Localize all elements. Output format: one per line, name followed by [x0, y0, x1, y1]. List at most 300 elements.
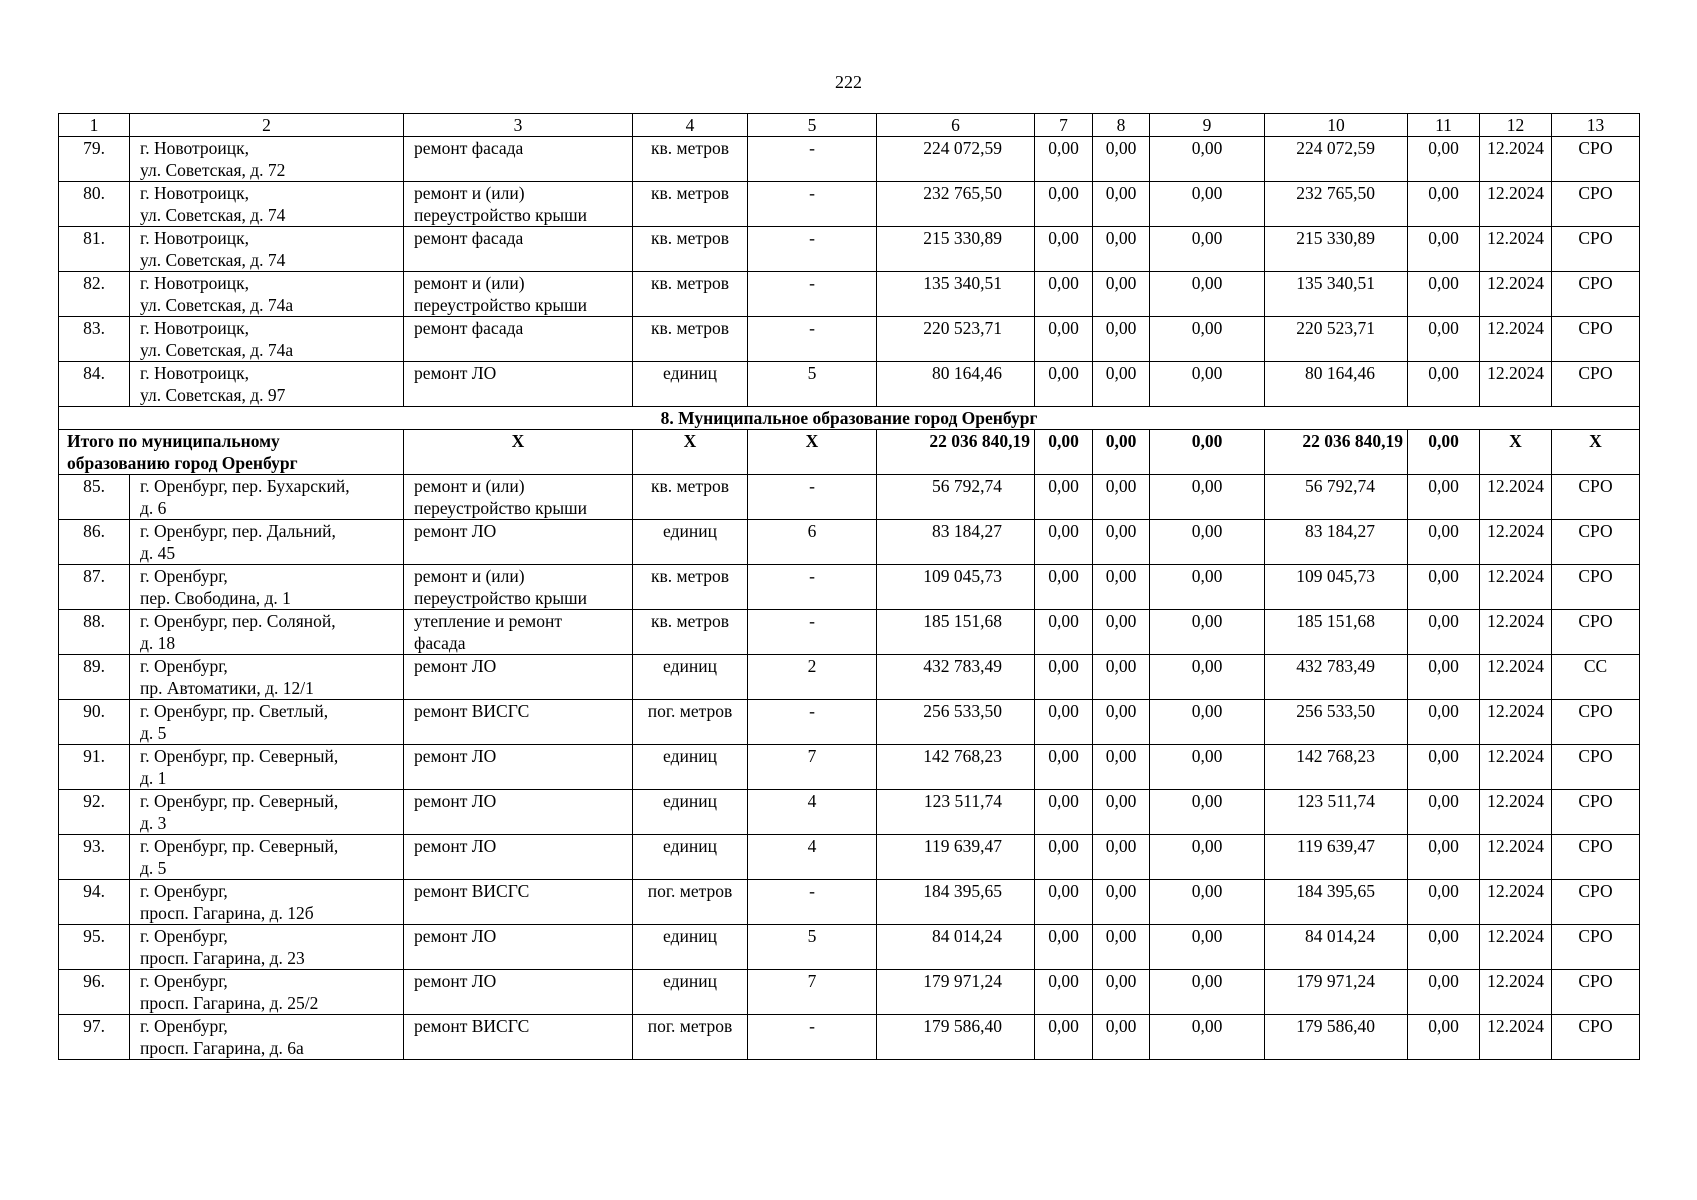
table-header [59, 114, 1640, 137]
col7-cell: 0,00 [1035, 272, 1093, 317]
col7-cell: 0,00 [1035, 745, 1093, 790]
cost-total-cell: 179 586,40 [877, 1015, 1035, 1060]
address-cell [130, 880, 404, 925]
work-type-line1: ремонт ЛО [414, 836, 497, 856]
work-type-line2: переустройство крыши [414, 295, 587, 315]
address-line2: просп. Гагарина, д. 23 [140, 948, 305, 968]
cost-total-cell: 184 395,65 [877, 880, 1035, 925]
address-cell [130, 925, 404, 970]
col8-cell: 0,00 [1093, 182, 1150, 227]
column-header-6: 6 [877, 114, 1035, 137]
method-cell: СРО [1552, 475, 1640, 520]
table-row [59, 137, 1640, 182]
cost-total-cell: 215 330,89 [877, 227, 1035, 272]
col10-cell: 80 164,46 [1265, 362, 1408, 407]
col7-cell: 0,00 [1035, 317, 1093, 362]
column-header-4: 4 [633, 114, 748, 137]
col10-cell: 56 792,74 [1265, 475, 1408, 520]
work-type-line1: ремонт ЛО [414, 656, 497, 676]
table-row [59, 700, 1640, 745]
deadline-cell: 12.2024 [1480, 565, 1552, 610]
work-type-cell [404, 565, 633, 610]
deadline-cell: 12.2024 [1480, 137, 1552, 182]
row-number: 91. [59, 745, 130, 790]
method-cell: СРО [1552, 137, 1640, 182]
address-line2: просп. Гагарина, д. 6а [140, 1038, 304, 1058]
work-type-cell [404, 1015, 633, 1060]
work-type-line1: ремонт ЛО [414, 521, 497, 541]
col8-cell: 0,00 [1093, 227, 1150, 272]
address-line2: д. 1 [140, 768, 167, 788]
col10-cell: 123 511,74 [1265, 790, 1408, 835]
address-line1: г. Новотроицк, [140, 363, 249, 383]
col10-cell: 432 783,49 [1265, 655, 1408, 700]
deadline-cell: 12.2024 [1480, 925, 1552, 970]
col10-cell: 135 340,51 [1265, 272, 1408, 317]
work-type-line1: ремонт фасада [414, 228, 524, 248]
table-row [59, 880, 1640, 925]
table-row [59, 182, 1640, 227]
col11-cell: 0,00 [1408, 317, 1480, 362]
column-header-1: 1 [59, 114, 130, 137]
work-type-line1: ремонт и (или) [414, 476, 525, 496]
col8-cell: 0,00 [1093, 790, 1150, 835]
col8-cell: 0,00 [1093, 880, 1150, 925]
unit-cell: единиц [633, 925, 748, 970]
col8-cell: 0,00 [1093, 362, 1150, 407]
col9-cell: 0,00 [1150, 362, 1265, 407]
address-cell [130, 970, 404, 1015]
method-cell: СРО [1552, 880, 1640, 925]
col7-cell: 0,00 [1035, 565, 1093, 610]
work-type-cell [404, 362, 633, 407]
address-cell [130, 317, 404, 362]
quantity-cell: 2 [748, 655, 877, 700]
column-header-9: 9 [1150, 114, 1265, 137]
address-line2: ул. Советская, д. 72 [140, 160, 286, 180]
cost-total-cell: 185 151,68 [877, 610, 1035, 655]
col10-cell: 179 586,40 [1265, 1015, 1408, 1060]
unit-cell: пог. метров [633, 880, 748, 925]
work-type-cell [404, 700, 633, 745]
table-row [59, 317, 1640, 362]
work-type-line1: ремонт ВИСГС [414, 701, 530, 721]
address-line1: г. Оренбург, [140, 656, 228, 676]
method-cell: СРО [1552, 227, 1640, 272]
section-title: 8. Муниципальное образование город Оренбург [59, 407, 1640, 430]
row-number: 96. [59, 970, 130, 1015]
work-type-cell [404, 835, 633, 880]
address-cell [130, 137, 404, 182]
col7-cell: 0,00 [1035, 227, 1093, 272]
total-col3: Х [404, 430, 633, 475]
col8-cell: 0,00 [1093, 700, 1150, 745]
work-type-cell [404, 925, 633, 970]
col10-cell: 84 014,24 [1265, 925, 1408, 970]
deadline-cell: 12.2024 [1480, 362, 1552, 407]
col9-cell: 0,00 [1150, 610, 1265, 655]
table-row [59, 610, 1640, 655]
work-type-cell [404, 272, 633, 317]
col7-cell: 0,00 [1035, 475, 1093, 520]
col8-cell: 0,00 [1093, 317, 1150, 362]
row-number: 90. [59, 700, 130, 745]
col11-cell: 0,00 [1408, 565, 1480, 610]
method-cell: СРО [1552, 1015, 1640, 1060]
deadline-cell: 12.2024 [1480, 745, 1552, 790]
total-col5: Х [748, 430, 877, 475]
col10-cell: 184 395,65 [1265, 880, 1408, 925]
work-type-line1: ремонт ВИСГС [414, 1016, 530, 1036]
address-line2: просп. Гагарина, д. 12б [140, 903, 314, 923]
address-cell [130, 475, 404, 520]
method-cell: СРО [1552, 835, 1640, 880]
total-col12: Х [1480, 430, 1552, 475]
total-label-line1: Итого по муниципальному [67, 431, 280, 451]
deadline-cell: 12.2024 [1480, 790, 1552, 835]
row-number: 87. [59, 565, 130, 610]
table-body-orenburg [59, 475, 1640, 1060]
col7-cell: 0,00 [1035, 655, 1093, 700]
quantity-cell: - [748, 182, 877, 227]
cost-total-cell: 220 523,71 [877, 317, 1035, 362]
address-line1: г. Оренбург, [140, 566, 228, 586]
address-line2: пр. Автоматики, д. 12/1 [140, 678, 314, 698]
table-row [59, 790, 1640, 835]
col9-cell: 0,00 [1150, 317, 1265, 362]
unit-cell: кв. метров [633, 182, 748, 227]
cost-total-cell: 80 164,46 [877, 362, 1035, 407]
table-row [59, 227, 1640, 272]
row-number: 83. [59, 317, 130, 362]
work-type-cell [404, 475, 633, 520]
col7-cell: 0,00 [1035, 520, 1093, 565]
work-type-cell [404, 137, 633, 182]
address-line1: г. Новотроицк, [140, 183, 249, 203]
deadline-cell: 12.2024 [1480, 880, 1552, 925]
address-line1: г. Оренбург, пер. Дальний, [140, 521, 336, 541]
row-number: 81. [59, 227, 130, 272]
total-col13: Х [1552, 430, 1640, 475]
work-type-line1: ремонт фасада [414, 318, 524, 338]
quantity-cell: - [748, 610, 877, 655]
work-type-cell [404, 655, 633, 700]
col8-cell: 0,00 [1093, 835, 1150, 880]
work-type-cell [404, 182, 633, 227]
work-type-line1: ремонт ЛО [414, 363, 497, 383]
col11-cell: 0,00 [1408, 272, 1480, 317]
column-header-11: 11 [1408, 114, 1480, 137]
unit-cell: кв. метров [633, 610, 748, 655]
unit-cell: единиц [633, 362, 748, 407]
col8-cell: 0,00 [1093, 272, 1150, 317]
col8-cell: 0,00 [1093, 565, 1150, 610]
quantity-cell: - [748, 880, 877, 925]
col9-cell: 0,00 [1150, 700, 1265, 745]
address-line2: д. 45 [140, 543, 176, 563]
method-cell: СРО [1552, 317, 1640, 362]
work-type-line1: ремонт и (или) [414, 273, 525, 293]
quantity-cell: - [748, 700, 877, 745]
quantity-cell: - [748, 227, 877, 272]
col7-cell: 0,00 [1035, 925, 1093, 970]
column-header-2: 2 [130, 114, 404, 137]
table-row [59, 745, 1640, 790]
unit-cell: единиц [633, 970, 748, 1015]
col9-cell: 0,00 [1150, 880, 1265, 925]
col11-cell: 0,00 [1408, 1015, 1480, 1060]
work-type-cell [404, 317, 633, 362]
address-line2: ул. Советская, д. 74а [140, 340, 294, 360]
row-number: 85. [59, 475, 130, 520]
address-line1: г. Оренбург, [140, 1016, 228, 1036]
work-type-cell [404, 880, 633, 925]
col11-cell: 0,00 [1408, 362, 1480, 407]
row-number: 80. [59, 182, 130, 227]
method-cell: СРО [1552, 565, 1640, 610]
unit-cell: единиц [633, 790, 748, 835]
cost-total-cell: 109 045,73 [877, 565, 1035, 610]
total-col7: 0,00 [1035, 430, 1093, 475]
address-line1: г. Оренбург, пр. Северный, [140, 746, 339, 766]
col9-cell: 0,00 [1150, 835, 1265, 880]
total-col4: Х [633, 430, 748, 475]
col7-cell: 0,00 [1035, 1015, 1093, 1060]
address-line1: г. Оренбург, пр. Светлый, [140, 701, 329, 721]
work-type-cell [404, 610, 633, 655]
column-header-5: 5 [748, 114, 877, 137]
deadline-cell: 12.2024 [1480, 610, 1552, 655]
col11-cell: 0,00 [1408, 745, 1480, 790]
deadline-cell: 12.2024 [1480, 520, 1552, 565]
column-header-7: 7 [1035, 114, 1093, 137]
row-number: 79. [59, 137, 130, 182]
total-col8: 0,00 [1093, 430, 1150, 475]
address-line2: просп. Гагарина, д. 25/2 [140, 993, 319, 1013]
col10-cell: 185 151,68 [1265, 610, 1408, 655]
table-row [59, 655, 1640, 700]
page-number: 222 [835, 72, 862, 92]
address-line2: пер. Свободина, д. 1 [140, 588, 291, 608]
table-row [59, 1015, 1640, 1060]
work-type-line2: переустройство крыши [414, 498, 587, 518]
address-line2: д. 18 [140, 633, 176, 653]
total-col10: 22 036 840,19 [1265, 430, 1408, 475]
quantity-cell: - [748, 272, 877, 317]
deadline-cell: 12.2024 [1480, 655, 1552, 700]
col9-cell: 0,00 [1150, 925, 1265, 970]
address-cell [130, 745, 404, 790]
col11-cell: 0,00 [1408, 182, 1480, 227]
row-number: 94. [59, 880, 130, 925]
col8-cell: 0,00 [1093, 520, 1150, 565]
quantity-cell: 6 [748, 520, 877, 565]
address-line2: ул. Советская, д. 74 [140, 205, 286, 225]
cost-total-cell: 84 014,24 [877, 925, 1035, 970]
deadline-cell: 12.2024 [1480, 182, 1552, 227]
col9-cell: 0,00 [1150, 1015, 1265, 1060]
unit-cell: пог. метров [633, 700, 748, 745]
unit-cell: кв. метров [633, 137, 748, 182]
cost-total-cell: 56 792,74 [877, 475, 1035, 520]
address-line1: г. Оренбург, пр. Северный, [140, 791, 339, 811]
work-type-line2: фасада [414, 633, 466, 653]
col9-cell: 0,00 [1150, 655, 1265, 700]
quantity-cell: - [748, 317, 877, 362]
work-type-cell [404, 790, 633, 835]
col10-cell: 256 533,50 [1265, 700, 1408, 745]
col11-cell: 0,00 [1408, 835, 1480, 880]
unit-cell: кв. метров [633, 475, 748, 520]
col7-cell: 0,00 [1035, 362, 1093, 407]
col8-cell: 0,00 [1093, 970, 1150, 1015]
col8-cell: 0,00 [1093, 475, 1150, 520]
work-type-line1: ремонт фасада [414, 138, 524, 158]
col7-cell: 0,00 [1035, 880, 1093, 925]
cost-total-cell: 179 971,24 [877, 970, 1035, 1015]
work-type-line1: утепление и ремонт [414, 611, 562, 631]
col10-cell: 142 768,23 [1265, 745, 1408, 790]
cost-total-cell: 123 511,74 [877, 790, 1035, 835]
table-row [59, 272, 1640, 317]
total-col9: 0,00 [1150, 430, 1265, 475]
col9-cell: 0,00 [1150, 565, 1265, 610]
unit-cell: кв. метров [633, 565, 748, 610]
col9-cell: 0,00 [1150, 520, 1265, 565]
address-line2: д. 5 [140, 858, 167, 878]
col10-cell: 119 639,47 [1265, 835, 1408, 880]
col10-cell: 109 045,73 [1265, 565, 1408, 610]
work-type-line1: ремонт ЛО [414, 971, 497, 991]
deadline-cell: 12.2024 [1480, 227, 1552, 272]
work-type-cell [404, 227, 633, 272]
address-line1: г. Оренбург, пер. Бухарский, [140, 476, 350, 496]
total-col6: 22 036 840,19 [877, 430, 1035, 475]
col7-cell: 0,00 [1035, 137, 1093, 182]
address-line1: г. Новотроицк, [140, 138, 249, 158]
method-cell: СРО [1552, 182, 1640, 227]
col7-cell: 0,00 [1035, 970, 1093, 1015]
col11-cell: 0,00 [1408, 970, 1480, 1015]
work-type-line1: ремонт и (или) [414, 566, 525, 586]
deadline-cell: 12.2024 [1480, 1015, 1552, 1060]
col9-cell: 0,00 [1150, 182, 1265, 227]
cost-total-cell: 119 639,47 [877, 835, 1035, 880]
table-row [59, 970, 1640, 1015]
col7-cell: 0,00 [1035, 700, 1093, 745]
method-cell: СРО [1552, 700, 1640, 745]
col8-cell: 0,00 [1093, 1015, 1150, 1060]
col11-cell: 0,00 [1408, 520, 1480, 565]
total-label-line2: образованию город Оренбург [67, 453, 298, 473]
quantity-cell: - [748, 565, 877, 610]
cost-total-cell: 232 765,50 [877, 182, 1035, 227]
address-line1: г. Новотроицк, [140, 228, 249, 248]
quantity-cell: 7 [748, 970, 877, 1015]
col10-cell: 83 184,27 [1265, 520, 1408, 565]
col9-cell: 0,00 [1150, 272, 1265, 317]
address-cell [130, 700, 404, 745]
unit-cell: кв. метров [633, 317, 748, 362]
table-row [59, 362, 1640, 407]
quantity-cell: - [748, 475, 877, 520]
method-cell: СРО [1552, 520, 1640, 565]
address-cell [130, 227, 404, 272]
work-type-cell [404, 520, 633, 565]
method-cell: СРО [1552, 362, 1640, 407]
capital-repair-table [58, 113, 1640, 1060]
address-cell [130, 520, 404, 565]
total-row [59, 430, 1640, 475]
column-header-12: 12 [1480, 114, 1552, 137]
cost-total-cell: 135 340,51 [877, 272, 1035, 317]
row-number: 89. [59, 655, 130, 700]
col11-cell: 0,00 [1408, 700, 1480, 745]
deadline-cell: 12.2024 [1480, 970, 1552, 1015]
row-number: 93. [59, 835, 130, 880]
col10-cell: 224 072,59 [1265, 137, 1408, 182]
address-cell [130, 565, 404, 610]
col10-cell: 220 523,71 [1265, 317, 1408, 362]
column-header-8: 8 [1093, 114, 1150, 137]
col9-cell: 0,00 [1150, 790, 1265, 835]
unit-cell: единиц [633, 835, 748, 880]
col11-cell: 0,00 [1408, 137, 1480, 182]
address-line1: г. Оренбург, [140, 971, 228, 991]
unit-cell: кв. метров [633, 272, 748, 317]
address-cell [130, 272, 404, 317]
work-type-line1: ремонт ЛО [414, 926, 497, 946]
work-type-cell [404, 970, 633, 1015]
col10-cell: 232 765,50 [1265, 182, 1408, 227]
address-line1: г. Новотроицк, [140, 318, 249, 338]
row-number: 82. [59, 272, 130, 317]
table-row [59, 475, 1640, 520]
col11-cell: 0,00 [1408, 880, 1480, 925]
col11-cell: 0,00 [1408, 227, 1480, 272]
method-cell: СРО [1552, 272, 1640, 317]
table-body-novotroitsk [59, 137, 1640, 407]
total-label [59, 430, 404, 475]
col8-cell: 0,00 [1093, 137, 1150, 182]
cost-total-cell: 256 533,50 [877, 700, 1035, 745]
cost-total-cell: 83 184,27 [877, 520, 1035, 565]
quantity-cell: 4 [748, 835, 877, 880]
quantity-cell: - [748, 1015, 877, 1060]
quantity-cell: 5 [748, 925, 877, 970]
col11-cell: 0,00 [1408, 790, 1480, 835]
address-cell [130, 790, 404, 835]
address-cell [130, 362, 404, 407]
col11-cell: 0,00 [1408, 655, 1480, 700]
section-header-row [59, 407, 1640, 430]
quantity-cell: 5 [748, 362, 877, 407]
deadline-cell: 12.2024 [1480, 835, 1552, 880]
table-row [59, 565, 1640, 610]
unit-cell: единиц [633, 655, 748, 700]
col11-cell: 0,00 [1408, 610, 1480, 655]
method-cell: СРО [1552, 925, 1640, 970]
work-type-line1: ремонт ЛО [414, 791, 497, 811]
address-line1: г. Оренбург, пр. Северный, [140, 836, 339, 856]
deadline-cell: 12.2024 [1480, 317, 1552, 362]
col8-cell: 0,00 [1093, 655, 1150, 700]
row-number: 88. [59, 610, 130, 655]
row-number: 84. [59, 362, 130, 407]
col11-cell: 0,00 [1408, 475, 1480, 520]
address-line2: д. 3 [140, 813, 167, 833]
column-header-3: 3 [404, 114, 633, 137]
